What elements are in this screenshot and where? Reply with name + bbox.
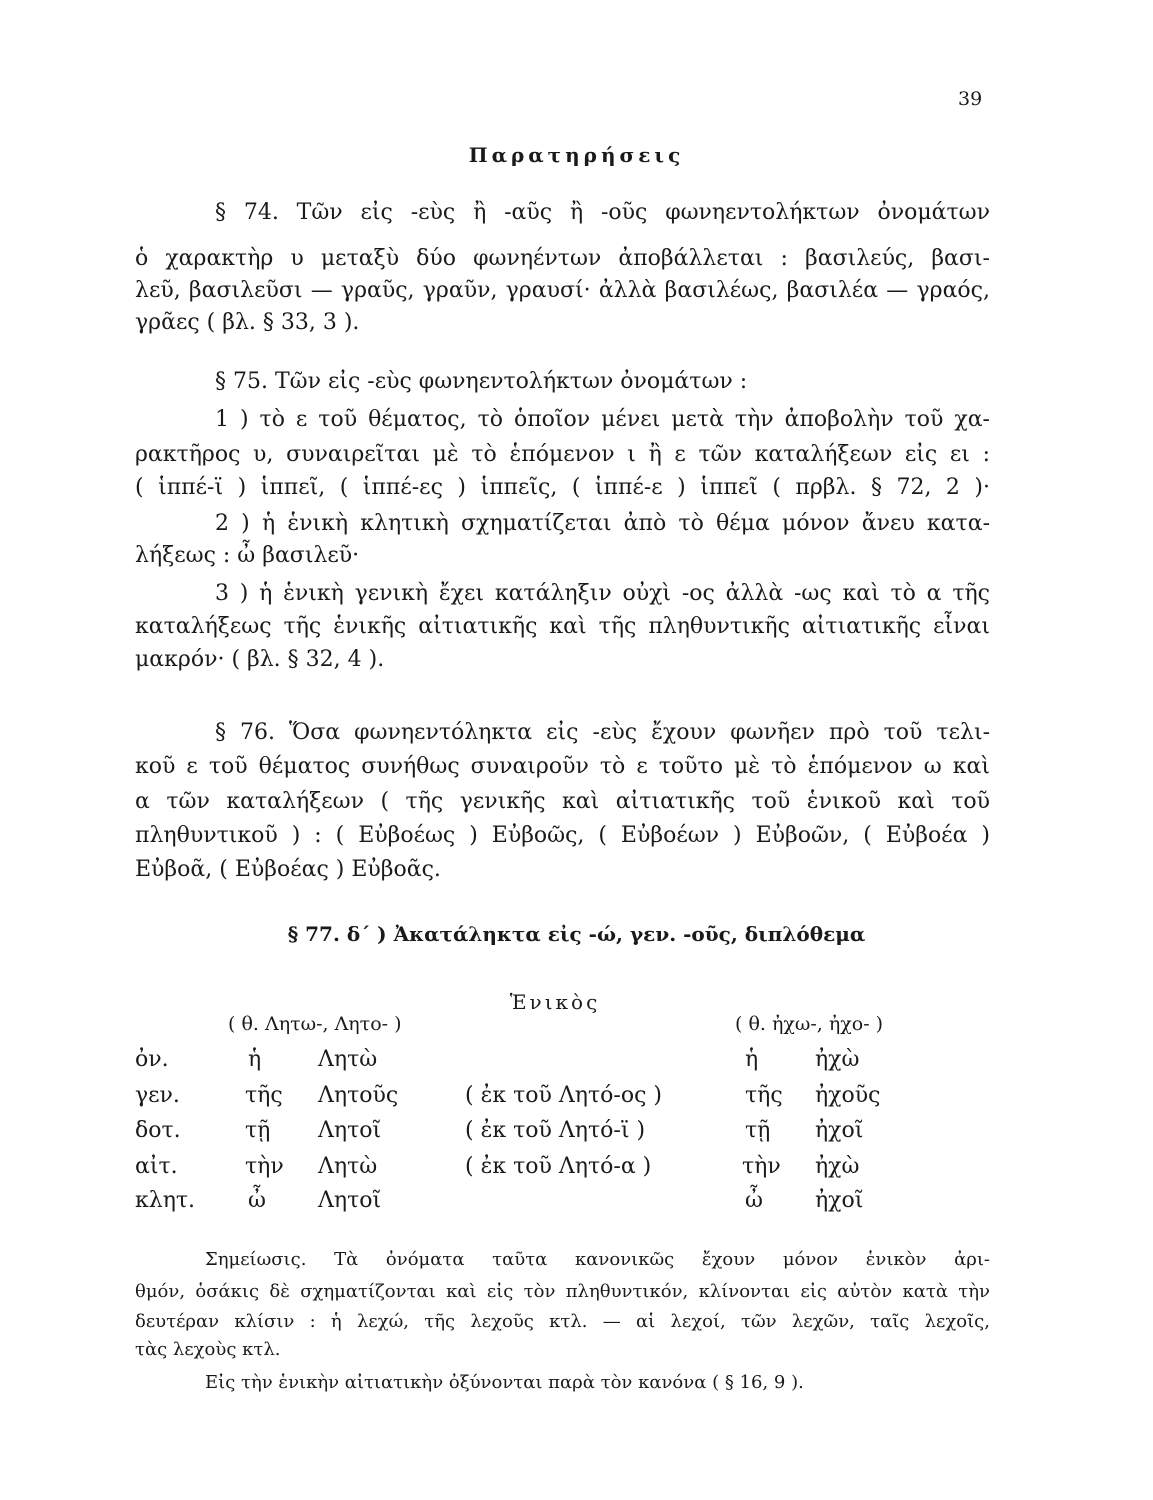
- note-line-5: Εἰς τὴν ἑνικὴν αἰτιατικὴν ὀξύνονται παρὰ τὸν κανόνα ( § 16, 9 ).: [205, 1372, 804, 1393]
- s75-line-8: καταλήξεως τῆς ἑνικῆς αἰτιατικῆς καὶ τῆς πληθυντικῆς αἰτιατικῆς εἶναι: [135, 614, 990, 639]
- row-art2-gen: τῆς: [745, 1083, 783, 1108]
- s76-line-2: κοῦ ε τοῦ θέματος συνήθως συναιροῦν τὸ ε τοῦτο μὲ τὸ ἑπόμενον ω καὶ: [135, 754, 990, 779]
- s74-line-1: § 74. Τῶν εἰς -εὺς ἢ -αῦς ἢ -οῦς φωνηεντολήκτων ὀνομάτων: [215, 200, 990, 225]
- s75-line-2: 1 ) τὸ ε τοῦ θέματος, τὸ ὁποῖον μένει μετὰ τὴν ἀποβολὴν τοῦ χα-: [215, 407, 990, 432]
- row-form1-dat: Λητοῖ: [318, 1118, 382, 1143]
- row-case-voc: κλητ.: [135, 1188, 196, 1213]
- s76-line-5: Εὐβοᾶ, ( Εὐβοέας ) Εὐβοᾶς.: [135, 857, 441, 882]
- row-case-acc: αἰτ.: [135, 1154, 178, 1179]
- row-art1-dat: τῇ: [245, 1118, 271, 1143]
- row-case-nom: ὀν.: [135, 1047, 169, 1072]
- row-art1-nom: ἡ: [248, 1047, 262, 1072]
- theme-right: ( θ. ἠχω-, ἠχο- ): [735, 1013, 884, 1035]
- s75-line-3: ρακτῆρος υ, συναιρεῖται μὲ τὸ ἑπόμενον ι ἢ ε τῶν καταλήξεων εἰς ει :: [135, 442, 990, 467]
- s76-line-3: α τῶν καταλήξεων ( τῆς γενικῆς καὶ αἰτιατικῆς τοῦ ἑνικοῦ καὶ τοῦ: [135, 789, 990, 814]
- row-form2-dat: ἠχοῖ: [815, 1118, 864, 1143]
- s76-line-1: § 76. Ὅσα φωνηεντόληκτα εἰς -εὺς ἔχουν φωνῆεν πρὸ τοῦ τελι-: [215, 720, 990, 745]
- s75-line-5: 2 ) ἡ ἑνικὴ κλητικὴ σχηματίζεται ἀπὸ τὸ θέμα μόνον ἄνευ κατα-: [215, 511, 990, 536]
- row-note-gen: ( ἐκ τοῦ Λητό-ος ): [465, 1083, 662, 1108]
- s75-line-6: λήξεως : ὦ βασιλεῦ·: [135, 543, 360, 568]
- row-case-gen: γεν.: [135, 1083, 180, 1108]
- row-form2-nom: ἠχὼ: [815, 1047, 860, 1072]
- row-art2-dat: τῇ: [745, 1118, 771, 1143]
- row-art1-acc: τὴν: [245, 1154, 284, 1179]
- note-line-3: δευτέραν κλίσιν : ἡ λεχώ, τῆς λεχοῦς κτλ. — αἱ λεχοί, τῶν λεχῶν, ταῖς λεχοῖς,: [135, 1311, 990, 1332]
- row-art2-voc: ὦ: [745, 1188, 763, 1213]
- row-form1-acc: Λητὼ: [318, 1154, 378, 1179]
- row-form2-voc: ἠχοῖ: [815, 1188, 864, 1213]
- row-note-acc: ( ἐκ τοῦ Λητό-α ): [465, 1154, 652, 1179]
- s75-line-9: μακρόν· ( βλ. § 32, 4 ).: [135, 647, 385, 672]
- row-form1-nom: Λητὼ: [318, 1047, 378, 1072]
- section-heading: Παρατηρήσεις: [468, 143, 685, 167]
- s77-subtitle: Ἑνικὸς: [509, 990, 601, 1014]
- note-line-1: Σημείωσις. Τὰ ὀνόματα ταῦτα κανονικῶς ἔχουν μόνον ἑνικὸν ἀρι-: [205, 1249, 990, 1270]
- page-number: 39: [958, 88, 983, 110]
- row-case-dat: δοτ.: [135, 1118, 181, 1143]
- s74-line-3: λεῦ, βασιλεῦσι — γραῦς, γραῦν, γραυσί· ἀλλὰ βασιλέως, βασιλέα — γραός,: [135, 278, 990, 303]
- note-line-4: τὰς λεχοὺς κτλ.: [135, 1339, 281, 1360]
- row-art1-gen: τῆς: [245, 1083, 283, 1108]
- s76-line-4: πληθυντικοῦ ) : ( Εὐβοέως ) Εὐβοῶς, ( Εὐβοέων ) Εὐβοῶν, ( Εὐβοέα ): [135, 823, 990, 848]
- note-line-2: θμόν, ὁσάκις δὲ σχηματίζονται καὶ εἰς τὸν πληθυντικόν, κλίνονται εἰς αὐτὸν κατὰ τὴν: [135, 1281, 990, 1302]
- s75-line-7: 3 ) ἡ ἑνικὴ γενικὴ ἔχει κατάληξιν οὐχὶ -ος ἀλλὰ -ως καὶ τὸ α τῆς: [215, 581, 990, 606]
- row-form1-gen: Λητοῦς: [318, 1083, 399, 1108]
- s75-line-4: ( ἱππέ-ϊ ) ἱππεῖ, ( ἱππέ-ες ) ἱππεῖς, ( ἱππέ-ε ) ἱππεῖ ( πρβλ. § 72, 2 )·: [135, 475, 990, 500]
- s74-line-4: γρᾶες ( βλ. § 33, 3 ).: [135, 310, 360, 335]
- row-form1-voc: Λητοῖ: [318, 1188, 382, 1213]
- row-form2-acc: ἠχὼ: [815, 1154, 860, 1179]
- row-note-dat: ( ἐκ τοῦ Λητό-ϊ ): [465, 1118, 646, 1143]
- theme-left: ( θ. Λητω-, Λητο- ): [228, 1013, 402, 1035]
- row-art1-voc: ὦ: [248, 1188, 266, 1213]
- row-art2-acc: τὴν: [742, 1154, 781, 1179]
- row-form2-gen: ἠχοῦς: [815, 1083, 881, 1108]
- s75-line-1: § 75. Τῶν εἰς -εὺς φωνηεντολήκτων ὀνομάτων :: [215, 369, 748, 394]
- s77-title: § 77. δ΄ ) Ἀκατάληκτα εἰς -ώ, γεν. -οῦς, διπλόθεμα: [287, 922, 866, 946]
- row-art2-nom: ἡ: [745, 1047, 759, 1072]
- s74-line-2: ὁ χαρακτὴρ υ μεταξὺ δύο φωνηέντων ἀποβάλλεται : βασιλεύς, βασι-: [135, 246, 990, 271]
